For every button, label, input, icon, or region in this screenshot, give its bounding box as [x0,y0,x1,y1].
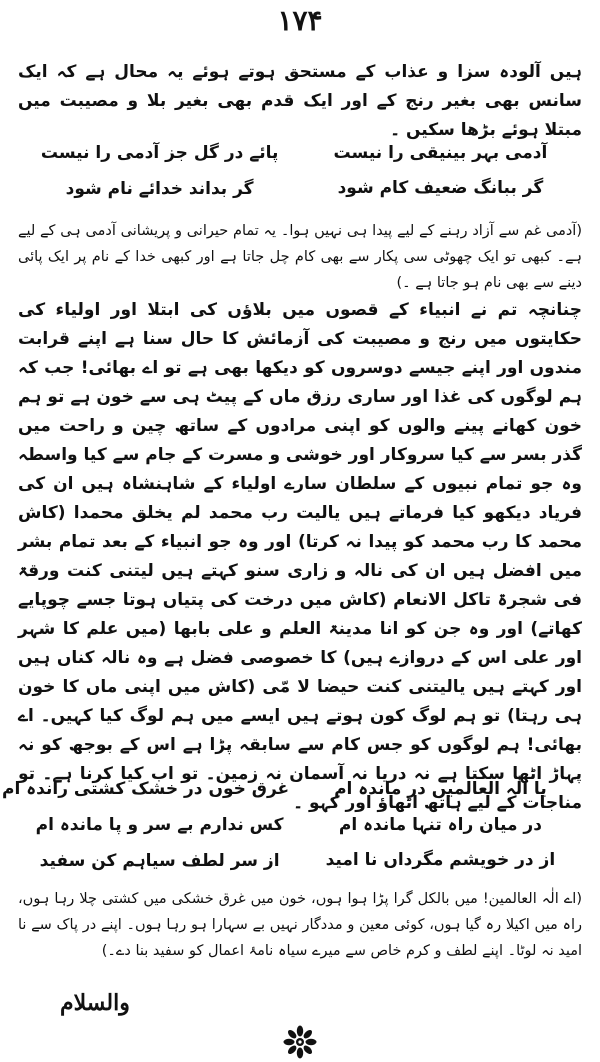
hemistich: کس ندارم بے سر و پا ماندہ ام [35,814,284,835]
hemistich: یا الٰہ العالمیں در ماندہ ام [334,778,547,799]
couplet [30,806,570,842]
couplet [30,170,570,206]
hemistich: آدمی بہر بینیقی را نیست [333,142,548,163]
couplet [30,134,570,170]
page-number: ۱۷۴ [277,4,323,37]
hemistich: از در خویشم مگرداں نا امید [325,850,556,870]
translation-note-1: (آدمی غم سے آزاد رہنے کے لیے پیدا ہی نہیں ہوا۔ یہ تمام حیرانی و پریشانی آدمی ہی کے لیے ہے۔ کبھی تو ایک چھوٹی سی پکار سے بھی کام چل جاتا ہے اور کبھی خدا کے نام پر ایک پائی دینے سے بھی نام ہو جاتا ہے ۔) [18,223,582,291]
hemistich: غرق خوں در خشک کشتی راندہ ام [2,778,290,799]
hemistich: گر ببانگ ضعیف کام شود [337,178,544,198]
closing-salutation: والسلام [60,990,130,1016]
paragraph-2: چنانچہ تم نے انبیاء کے قصوں میں بلاؤں کی ابتلا اور اولیاء کی حکایتوں میں رنج و مصیبت کی آزمائش کا حال سنا ہے اپنے قرابت مندوں اور اپنے جیسے دوسروں کو دیکھا بھی ہے تو اے بھائی! جب کہ ہم لوگوں کی غذا اور ساری رزق ماں کے پیٹ ہی سے خون ہے تو ہم خون کھانے پینے والوں کو اپنی مرادوں کے ساتھ چین و راحت میں گذر بسر سے کیا سروکار اور خوشی و مسرت کے جام سے کیا واسطہ وہ جو تمام نبیوں کے سلطان سارے اولیاء کے شاہنشاہ ہیں ان کی فریاد دیکھو کیا فرماتے ہیں یالیت رب محمد لم یخلق محمدا (کاش محمد کا رب محمد کو پیدا نہ کرتا) اور وہ جو انبیاء کے بعد تمام بشر میں افضل ہیں ان کی نالہ و زاری سنو کہتے ہیں لیتنی کنت ورقۃ فی شجرۃ تاکل الانعام (کاش میں درخت کی پتیاں ہوتا جسے چوپایے کھاتے) اور وہ جن کو انا مدینۃ العلم و علی بابھا (میں علم کا شہر اور علی اس کے دروازے ہیں) کا خصوصی فضل ہے وہ نالہ کناں ہیں اور کہتے ہیں یالیتنی کنت حیضا لا مّی (کاش میں اپنی ماں کا خون ہی رہتا) تو ہم لوگ کون ہوتے ہیں ایسے میں ہم لوگ کیا کہیں۔ اے بھائی! ہم لوگوں کو جس کام سے سابقہ پڑا ہے اس کے بوجھ کو نہ پہاڑ اٹھا سکتا ہے نہ دریا نہ آسمان نہ زمین۔ تو اب کیا کرنا ہے۔ تو مناجات کے لیے ہاتھ اٹھاؤ اور کہو ۔ [17,300,582,813]
verse-block-2 [2,770,570,878]
couplet [30,842,570,878]
hemistich: گر بداند خدائے نام شود [65,178,254,199]
couplet [2,770,570,806]
hemistich: در میان راہ تنہا ماندہ ام [338,814,542,835]
verse-block-1 [30,134,570,206]
flower-ornament-icon [282,1024,318,1060]
hemistich: پائے در گل جز آدمی را نیست [40,142,279,163]
translation-note-2: (اے الٰہ العالمین! میں بالکل گرا پڑا ہوا ہوں، خون میں غرق خشکی میں کشتی چلا رہا ہوں، راہ میں اکیلا رہ گیا ہوں، کوئی معین و مددگار نہیں بے سہارا ہو رہا ہوں۔ اپنے در پاک سے نا امید نہ لوٹا۔ اپنے لطف و کرم خاص سے میرے سیاہ نامۂ اعمال کو سفید بنا دے۔) [18,891,582,959]
paragraph-1: ہیں آلودہ سزا و عذاب کے مستحق ہوتے ہوئے یہ محال ہے کہ ایک سانس بھی بغیر رنج کے اور ایک قدم بھی بغیر بلا و مصیبت میں مبتلا ہوئے بڑھا سکیں ۔ [18,62,582,140]
hemistich: از سر لطف سیاہم کن سفید [39,850,280,871]
